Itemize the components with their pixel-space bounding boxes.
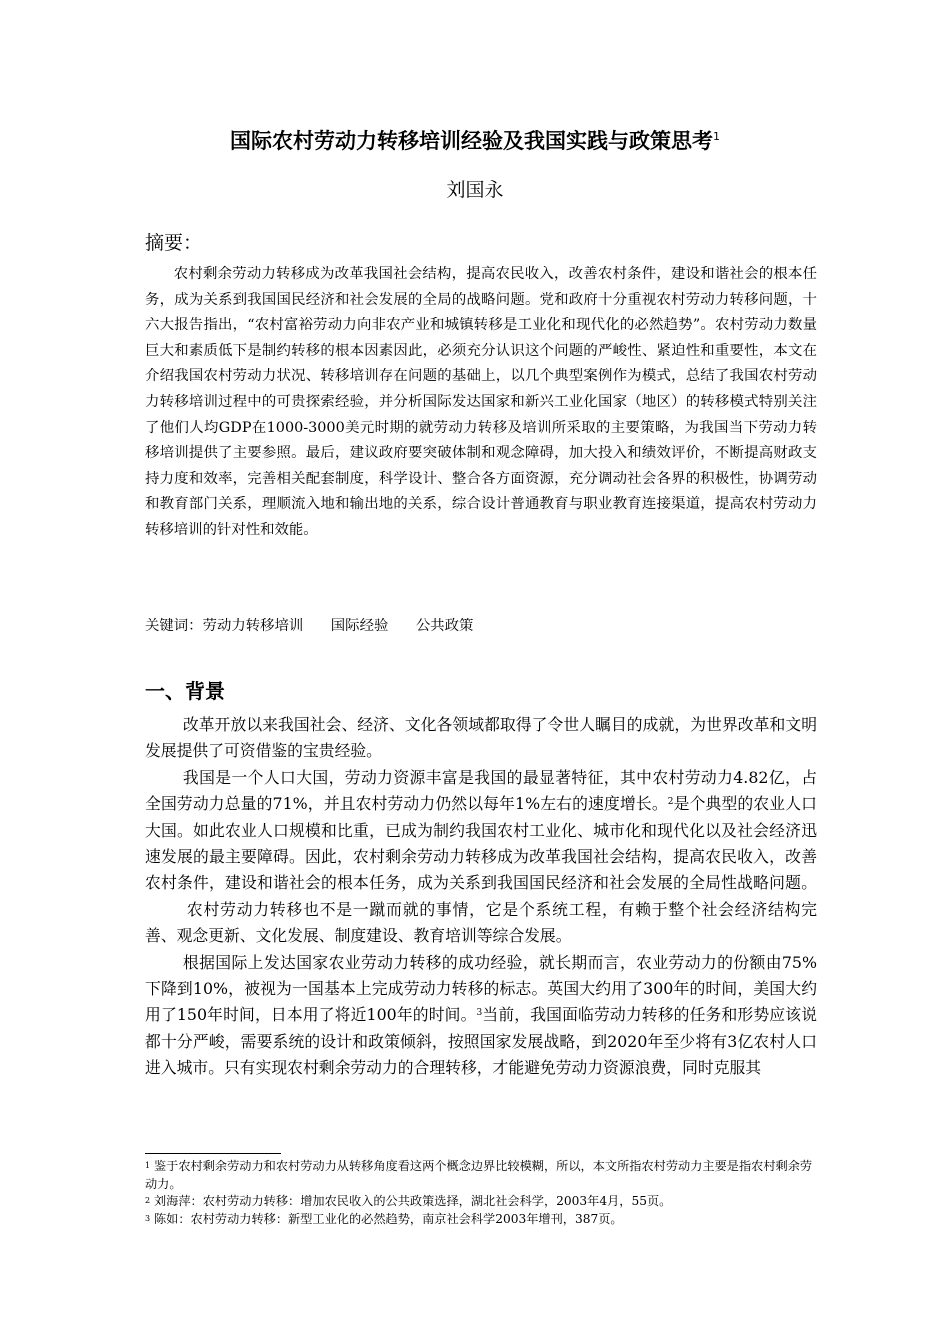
footnote-1-text: 鉴于农村剩余劳动力和农村劳动力从转移角度看这两个概念边界比较模糊，所以，本文所指农村劳动力主要是指农村剩余劳动力。	[145, 1159, 813, 1191]
author-name: 刘国永	[446, 179, 504, 201]
footnote-divider	[145, 1153, 281, 1154]
footnote-1	[145, 1158, 817, 1193]
section-body	[145, 712, 817, 1082]
footnote-2-text: 刘海萍：农村劳动力转移：增加农民收入的公共政策选择，湖北社会科学，2003年4月，55页。	[153, 1194, 672, 1208]
footnote-3-text: 陈如：农村劳动力转移：新型工业化的必然趋势，南京社会科学2003年增刊，387页。	[153, 1211, 623, 1226]
footnote-2-mark: 2	[145, 1196, 151, 1205]
body-paragraph-3-part-a: 根据国际上发达国家农业劳动力转移的成功经验，就长期而言，农业劳动力的份额由75%下降到10%，被视为一国基本上完成劳动力转移的标志。英国大约用了300年的时间，美国大约用了150年时间，日本用了将近100年的时间。	[145, 952, 817, 1025]
keyword-2: 国际经验	[330, 618, 389, 634]
keyword-3: 公共政策	[415, 618, 474, 634]
footnote-3-mark: 3	[145, 1213, 151, 1223]
body-paragraph-2-part-a: 我国是一个人口大国，劳动力资源丰富是我国的最显著特征，其中农村劳动力4.82亿，占全国劳动力总量的71%，并且农村劳动力仍然以每年1%左右的速度增长。	[145, 767, 817, 814]
body-paragraph-3	[145, 950, 817, 1082]
title-footnote-mark[interactable]: 1	[713, 130, 720, 143]
body-paragraph-2-part-c: 农村劳动力转移也不是一蹴而就的事情，它是个系统工程，有赖于整个社会经济结构完善、观念更新、文化发展、制度建设、教育培训等综合发展。	[145, 899, 817, 946]
footnote-ref-3[interactable]: 3	[476, 1008, 483, 1019]
abstract-body: 农村剩余劳动力转移成为改革我国社会结构，提高农民收入，改善农村条件，建设和谐社会的根本任务，成为关系到我国国民经济和社会发展的全局的战略问题。党和政府十分重视农村劳动力转移问题，十六大报告指出，“农村富裕劳动力向非农产业和城镇转移是工业化和现代化的必然趋势”。农村劳动力数量巨大和素质低下是制约转移的根本因素因此，必须充分认识这个问题的严峻性、紧迫性和重要性，本文在介绍我国农村劳动力状况、转移培训存在问题的基础上，以几个典型案例作为模式，总结了我国农村劳动力转移培训过程中的可贵探索经验，并分析国际发达国家和新兴工业化国家（地区）的转移模式特别关注了他们人均GDP在1000-3000美元时期的就劳动力转移及培训所采取的主要策略，为我国当下劳动力转移培训提供了主要参照。最后，建议政府要突破体制和观念障碍，加大投入和绩效评价，不断提高财政支持力度和效率，完善相关配套制度，科学设计、整合各方面资源，充分调动社会各界的积极性，协调劳动和教育部门关系，理顺流入地和输出地的关系，综合设计普通教育与职业教育连接渠道，提高农村劳动力转移培训的针对性和效能。	[145, 266, 817, 538]
paper-title	[0, 126, 950, 156]
footnote-2	[145, 1193, 817, 1211]
keywords-line	[145, 614, 473, 639]
abstract-heading: 摘要：	[145, 232, 203, 254]
keywords-label: 关键词：	[145, 618, 203, 634]
keyword-1: 劳动力转移培训	[202, 618, 304, 634]
section-heading-background: 一、背景	[145, 679, 225, 703]
footnote-ref-2[interactable]: 2	[667, 797, 674, 808]
footnote-1-mark: 1	[145, 1161, 151, 1170]
footnotes	[145, 1158, 817, 1228]
body-paragraph-1: 改革开放以来我国社会、经济、文化各领域都取得了令世人瞩目的成就，为世界改革和文明发展提供了可资借鉴的宝贵经验。	[145, 715, 817, 761]
body-paragraph-2	[145, 765, 817, 950]
footnote-3	[145, 1211, 817, 1229]
body-paragraph-2-part-b: 是个典型的农业人口大国。如此农业人口规模和比重，已成为制约我国农村工业化、城市化和现代化以及社会经济迅速发展的最主要障碍。因此，农村剩余劳动力转移成为改革我国社会结构，提高农民收入，改善农村条件，建设和谐社会的根本任务，成为关系到我国国民经济和社会发展的全局性战略问题。	[145, 794, 817, 893]
paper-title-text: 国际农村劳动力转移培训经验及我国实践与政策思考	[230, 129, 713, 153]
body-paragraph-3-part-b: 当前，我国面临劳动力转移的任务和形势应该说都十分严峻，需要系统的设计和政策倾斜，按照国家发展战略，到2020年至少将有3亿农村人口进入城市。只有实现农村剩余劳动力的合理转移，才能避免劳动力资源浪费，同时克服其	[145, 1005, 817, 1078]
